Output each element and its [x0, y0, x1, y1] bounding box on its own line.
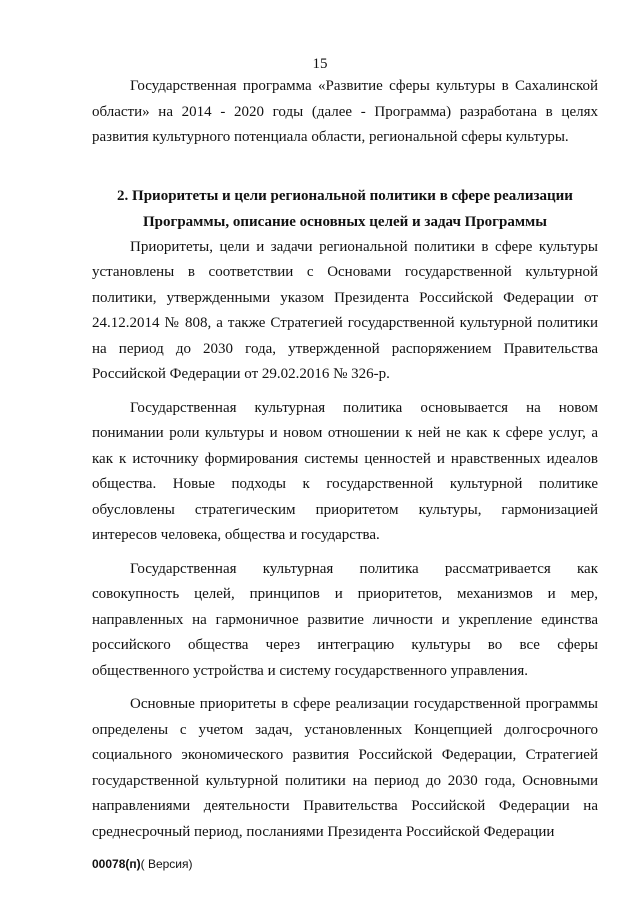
intro-paragraph: Государственная программа «Развитие сферы культуры в Сахалинской области» на 2014 - 2020 годы (далее - Программа) разработана в целях развития культурного потенциала области, региональной сферы культуры. [92, 78, 598, 145]
page-number: 15 [312, 56, 328, 72]
paragraph-cultural-policy-basis: Государственная культурная политика основывается на новом понимании роли культуры и новом отношении к ней не как к сфере услуг, а как к источнику формирования системы ценностей и нравственных идеалов общества. Новые подходы к государственной культурной политике обусловлены стратегическим приоритетом культуры, гармонизацией интересов человека, общества и государства. [92, 399, 598, 543]
document-body [92, 74, 598, 845]
paragraph-cultural-policy-definition: Государственная культурная политика рассматривается как совокупность целей, принципов и приоритетов, механизмов и мер, направленных на гармоничное развитие личности и укрепление единства российского общества через интеграцию культуры во все сферы общественного устройства и систему государственного управления. [92, 560, 598, 679]
footer-code: 00078(п) [92, 857, 141, 871]
section-heading [92, 183, 598, 235]
paragraph-main-priorities: Основные приоритеты в сфере реализации государственной программы определены с учетом задач, установленных Концепцией долгосрочного социального экономического развития Российской Федерации, Стратегией государственной культурной политики на период до 2030 года, Основными направлениями деятельности Правительства Российской Федерации на среднесрочный период, посланиями Президента Российской Федерации [92, 696, 598, 840]
document-footer [92, 857, 193, 871]
section-heading-line-2: Программы, описание основных целей и задач Программы [143, 213, 547, 230]
section-heading-line-1: 2. Приоритеты и цели региональной политики в сфере реализации [117, 187, 573, 204]
paragraph-priorities: Приоритеты, цели и задачи региональной политики в сфере культуры установлены в соответствии с Основами государственной культурной политики, утвержденными указом Президента Российской Федерации от 24.12.2014 № 808, а также Стратегией государственной культурной политики на период до 2030 года, утвержденной распоряжением Правительства Российской Федерации от 29.02.2016 № 326-р. [92, 238, 598, 382]
footer-version: ( Версия) [140, 857, 193, 871]
